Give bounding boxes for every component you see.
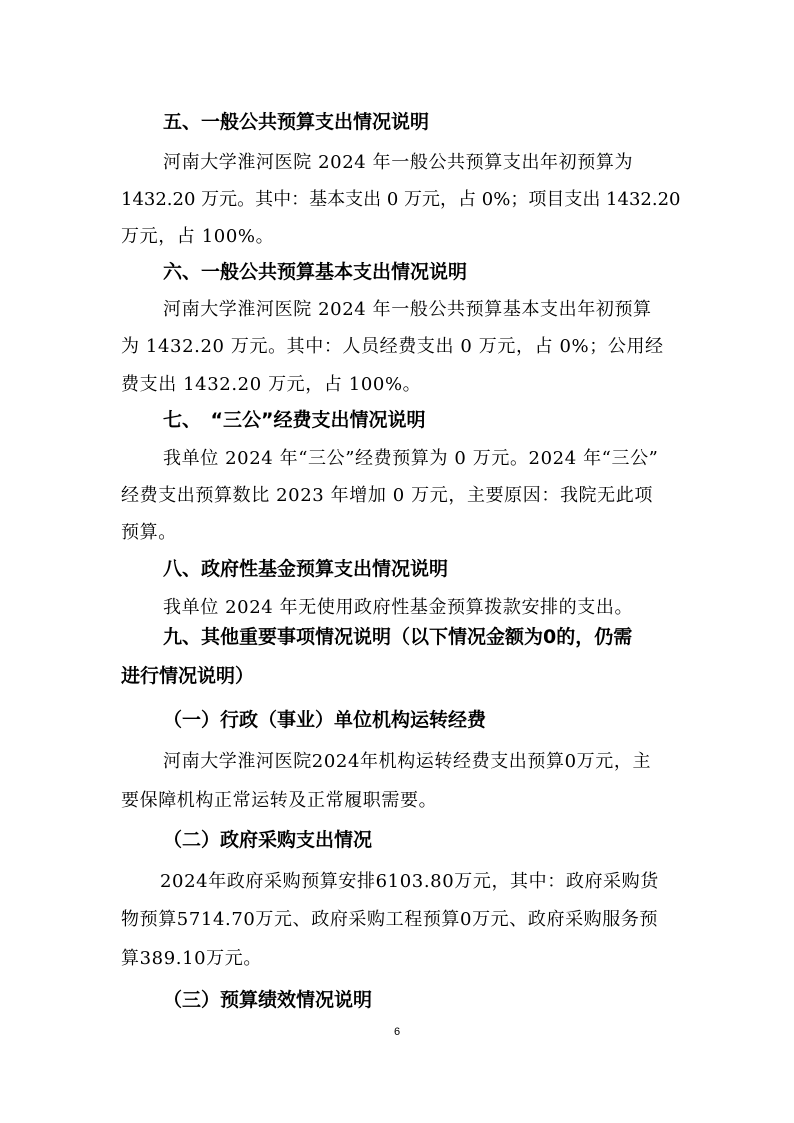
section-9-heading-line-2: 进行情况说明） — [121, 665, 255, 687]
subsection-1-line-2: 要保障机构正常运转及正常履职需要。 — [121, 790, 438, 811]
subsection-3-heading: （三）预算绩效情况说明 — [163, 989, 373, 1011]
section-5-heading: 五、一般公共预算支出情况说明 — [163, 111, 430, 133]
subsection-2-line-3: 算389.10万元。 — [121, 948, 262, 969]
subsection-2-heading: （二）政府采购支出情况 — [163, 829, 373, 851]
section-6-heading: 六、一般公共预算基本支出情况说明 — [163, 261, 468, 283]
section-7-line-1: 我单位 2024 年“三公”经费预算为 0 万元。2024 年“三公” — [163, 448, 659, 469]
section-5-line-2: 1432.20 万元。其中：基本支出 0 万元，占 0%；项目支出 1432.20 — [121, 189, 681, 210]
section-9-heading-line-1: 九、其他重要事项情况说明（以下情况金额为0的，仍需 — [163, 626, 633, 648]
page-number: 6 — [393, 1026, 401, 1038]
section-7-heading: 七、 “三公”经费支出情况说明 — [163, 409, 426, 431]
section-5-line-3: 万元，占 100%。 — [121, 226, 275, 247]
section-6-line-2: 为 1432.20 万元。其中：人员经费支出 0 万元，占 0%；公用经 — [121, 336, 664, 357]
subsection-1-heading: （一）行政（事业）单位机构运转经费 — [163, 709, 487, 731]
subsection-2-line-2: 物预算5714.70万元、政府采购工程预算0万元、政府采购服务预 — [121, 909, 659, 930]
section-8-heading: 八、政府性基金预算支出情况说明 — [163, 558, 449, 580]
section-6-line-1: 河南大学淮河医院 2024 年一般公共预算基本支出年初预算 — [163, 299, 652, 320]
section-7-line-2: 经费支出预算数比 2023 年增加 0 万元，主要原因：我院无此项 — [121, 485, 653, 506]
section-6-line-3: 费支出 1432.20 万元，占 100%。 — [121, 374, 422, 395]
section-8-line-1: 我单位 2024 年无使用政府性基金预算拨款安排的支出。 — [163, 597, 634, 618]
section-7-line-3: 预算。 — [121, 522, 177, 543]
subsection-1-line-1: 河南大学淮河医院2024年机构运转经费支出预算0万元，主 — [163, 751, 652, 772]
subsection-2-line-1: 2024年政府采购预算安排6103.80万元，其中：政府采购货 — [160, 871, 659, 892]
section-5-line-1: 河南大学淮河医院 2024 年一般公共预算支出年初预算为 — [163, 152, 634, 173]
